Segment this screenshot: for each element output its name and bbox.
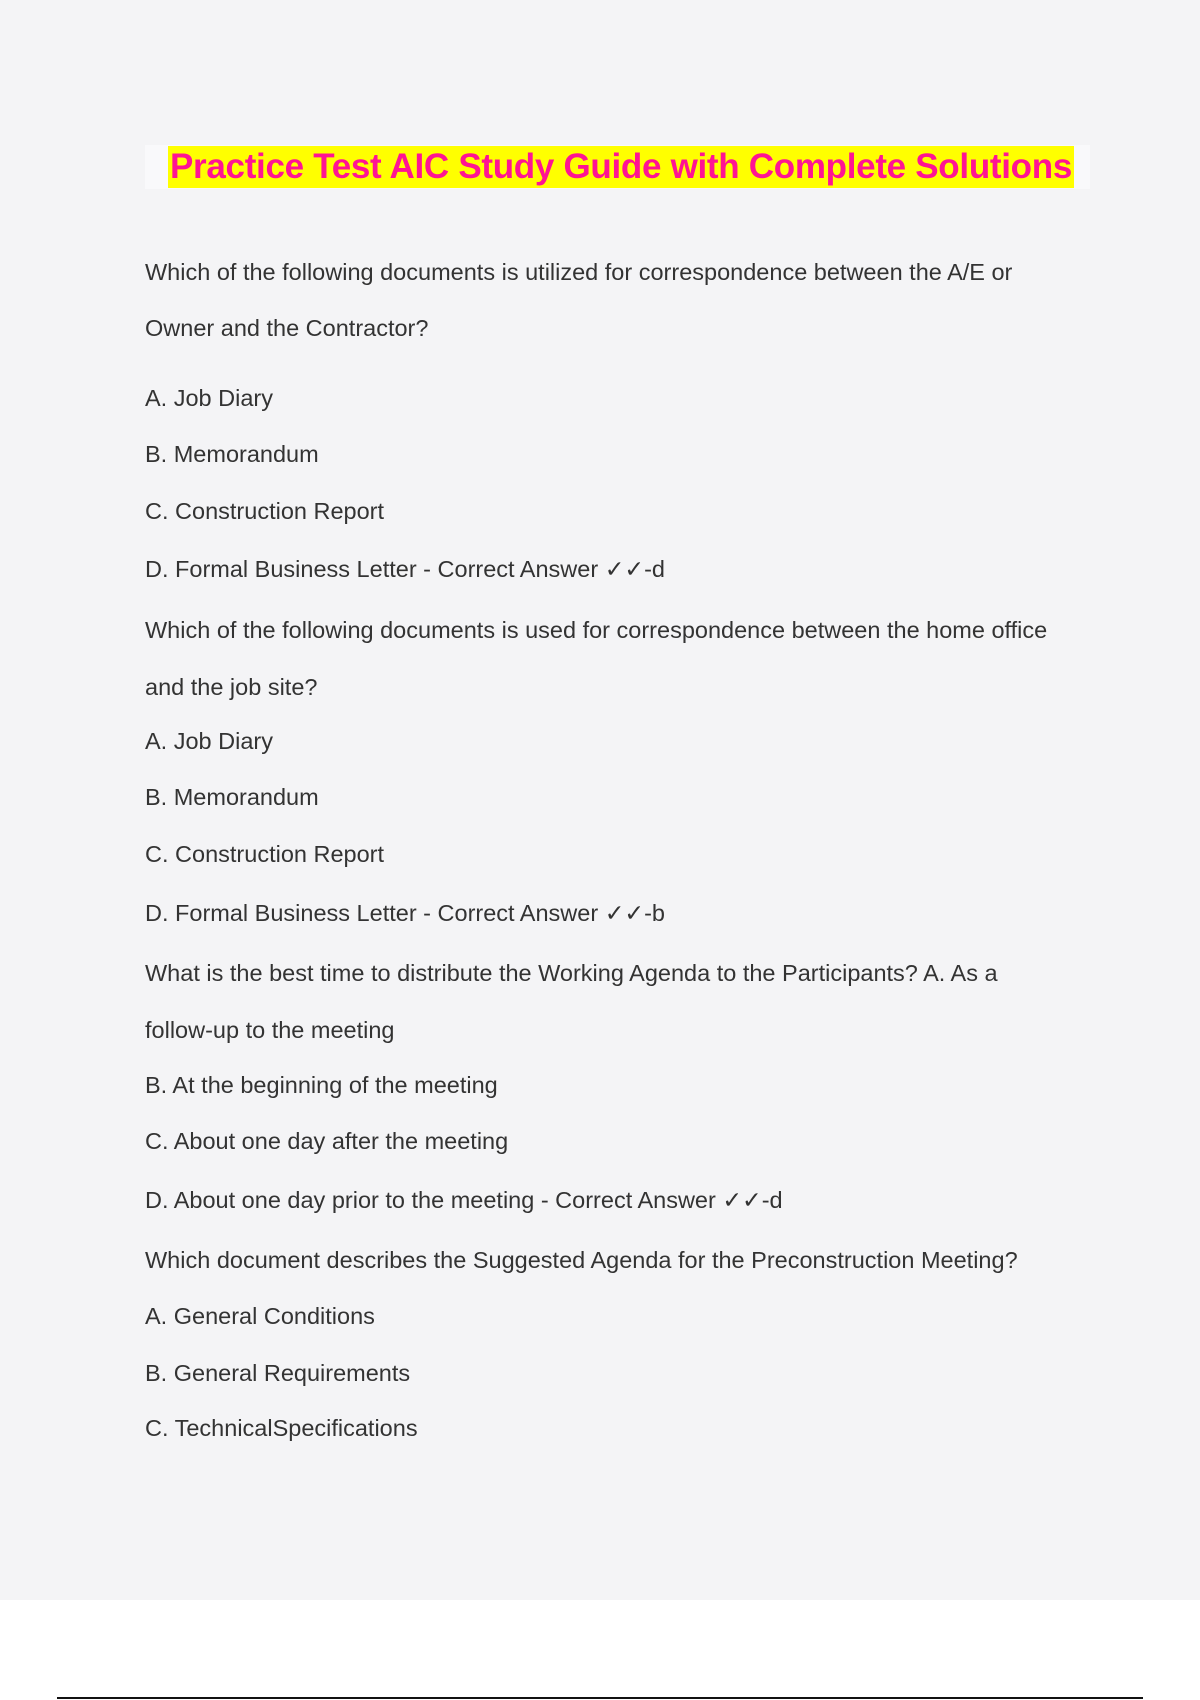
- q2-text-line-2: and the job site?: [145, 674, 318, 700]
- q2-option-b: B. Memorandum: [145, 784, 319, 810]
- q4-text-line-1: Which document describes the Suggested Agenda for the Preconstruction Meeting?: [145, 1247, 1018, 1273]
- document-title: Practice Test AIC Study Guide with Complete Solutions: [170, 147, 1072, 186]
- q1-option-a: A. Job Diary: [145, 385, 273, 411]
- footer-divider: [57, 1697, 1143, 1699]
- q3-option-d-answer: D. About one day prior to the meeting - Correct Answer ✓✓-d: [145, 1187, 783, 1213]
- q1-option-d-answer: D. Formal Business Letter - Correct Answer ✓✓-d: [145, 556, 665, 582]
- q2-option-c: C. Construction Report: [145, 841, 385, 867]
- q3-text-line-1: What is the best time to distribute the Working Agenda to the Participants? A. As a: [145, 960, 998, 986]
- q2-text-line-1: Which of the following documents is used for correspondence between the home office: [145, 617, 1048, 643]
- q4-option-a: A. General Conditions: [145, 1303, 375, 1329]
- q2-option-a: A. Job Diary: [145, 728, 273, 754]
- q1-option-b: B. Memorandum: [145, 441, 319, 467]
- q2-option-d-answer: D. Formal Business Letter - Correct Answer ✓✓-b: [145, 900, 665, 926]
- q3-text-line-2: follow-up to the meeting: [145, 1017, 395, 1043]
- q3-option-b: B. At the beginning of the meeting: [145, 1072, 498, 1098]
- q3-option-c: C. About one day after the meeting: [145, 1128, 509, 1154]
- q4-option-c: C. TechnicalSpecifications: [145, 1415, 418, 1441]
- q1-text-line-1: Which of the following documents is utilized for correspondence between the A/E or: [145, 259, 1013, 285]
- q1-text-line-2: Owner and the Contractor?: [145, 315, 429, 341]
- q1-option-c: C. Construction Report: [145, 498, 385, 524]
- q4-option-b: B. General Requirements: [145, 1360, 411, 1386]
